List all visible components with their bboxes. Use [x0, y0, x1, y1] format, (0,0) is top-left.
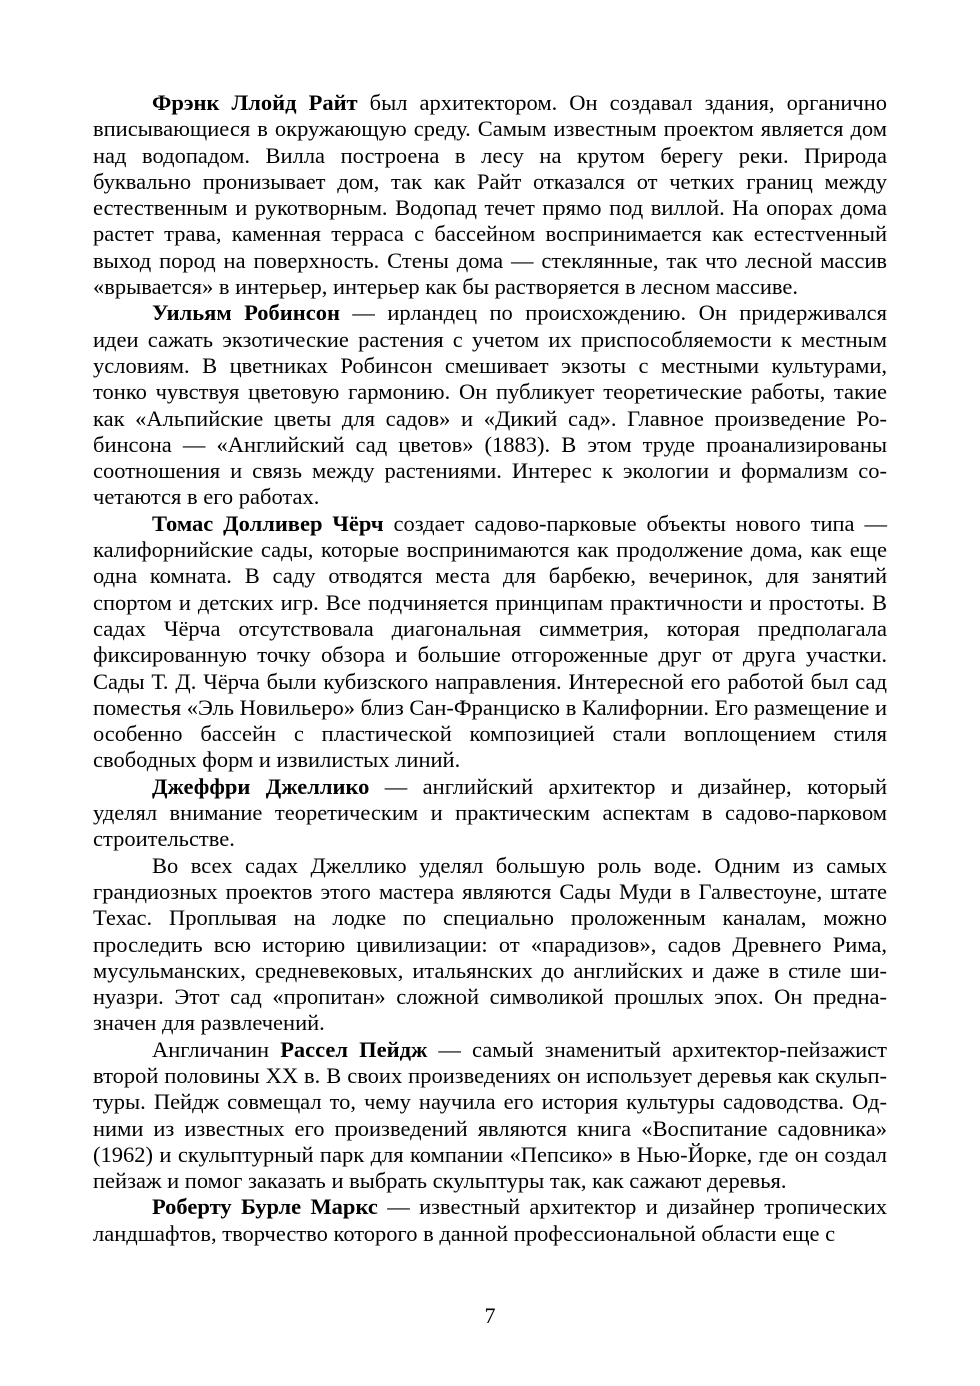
person-name: Джеффри Джеллико	[152, 773, 370, 799]
paragraph-lead: Англичанин	[152, 1036, 281, 1062]
paragraph-jellicoe	[93, 774, 887, 853]
paragraph-robinson	[93, 300, 887, 510]
paragraph-text: — известный архитектор и дизайнер тропических ландшафтов, творчество которого в данной профессиональной области еще с	[93, 1194, 887, 1246]
person-name: Рассел Пейдж	[280, 1036, 428, 1062]
paragraph-text: — самый знаменитый архитектор-пейзажист второй половины XX в. В своих произведениях он использует деревья как скульптуры. Пейдж совмещал то, чему научила его история культуры садоводства. Одними из известных его произведений являются книга «Воспитание садовника» (1962) и скульптурный парк для компании «Пепсико» в Нью-Йорке, где он создал пейзаж и помог заказать и выбрать скульптуры так, как сажают деревья.	[93, 1036, 887, 1194]
person-name: Роберту Бурле Маркс	[152, 1194, 378, 1220]
paragraph-text: — ирландец по происхождению. Он придерживался идеи сажать экзотические растения с учетом их приспособляемости к местным условиям. В цветниках Робинсон смешивает экзоты с местными культурами, тонко чувствуя цветовую гармонию. Он публикует теоретические работы, такие как «Альпийские цветы для садов» и «Дикий сад». Главное произведение Робинсона — «Английский сад цветов» (1883). В этом труде проанализированы соотношения и связь между растениями. Интерес к экологии и формализм сочетаются в его работах.	[93, 300, 887, 510]
document-page	[93, 90, 887, 1247]
paragraph-jellicoe-water	[93, 853, 887, 1037]
person-name: Уильям Робинсон	[152, 300, 340, 326]
person-name: Томас Долливер Чёрч	[152, 510, 384, 536]
paragraph-wright	[93, 90, 887, 300]
paragraph-church	[93, 511, 887, 774]
paragraph-text: был архитектором. Он создавал здания, органично вписывающиеся в окружающую среду. Самым известным проектом является дом над водопадом. Вилла построена в лесу на крутом берегу реки. Природа буквально пронизывает дом, так как Райт отказался от четких границ между естественным и рукотворным. Водопад течет прямо под виллой. На опорах дома растет трава, каменная терраса с бассейном воспринимается как естестvенный выход пород на поверхность. Стены дома — стеклянные, так что лесной массив «врывается» в интерьер, интерьер как бы растворяется в лесном массиве.	[93, 90, 888, 300]
paragraph-text: — английский архитектор и дизайнер, который уделял внимание теоретическим и практическим аспектам в садово-парковом строительстве.	[93, 773, 888, 852]
paragraph-page	[93, 1037, 887, 1195]
paragraph-text: Во всех садах Джеллико уделял большую роль воде. Одним из самых грандиозных проектов этого мастера являются Сады Муди в Галвестоуне, штате Техас. Проплывая на лодке по специально проложенным каналам, можно проследить всю историю цивилизации: от «парадизов», садов Древнего Рима, мусульманских, средневековых, итальянских до английских и даже в стиле шинуазри. Этот сад «пропитан» сложной символикой прошлых эпох. Он предназначен для развлечений.	[93, 852, 887, 1036]
person-name: Фрэнк Ллойд Райт	[152, 90, 358, 115]
paragraph-burle-marx	[93, 1194, 887, 1247]
page-number: 7	[484, 1303, 496, 1328]
paragraph-text: создает садово-парковые объекты нового типа — калифорнийские сады, которые воспринимаются как продолжение дома, как еще одна комната. В саду отводятся места для барбекю, вечеринок, для занятий спортом и детских игр. Все подчиняется принципам практичности и простоты. В садах Чёрча отсутствовала диагональная симметрия, которая предполагала фиксированную точку обзора и большие отгороженные друг от друга участки. Сады Т. Д. Чёрча были кубизского направления. Интересной его работой был сад поместья «Эль Новильеро» близ Сан-Франциско в Калифорнии. Его размещение и особенно бассейн с пластической композицией стали воплощением стиля свободных форм и извилистых линий.	[93, 510, 887, 773]
